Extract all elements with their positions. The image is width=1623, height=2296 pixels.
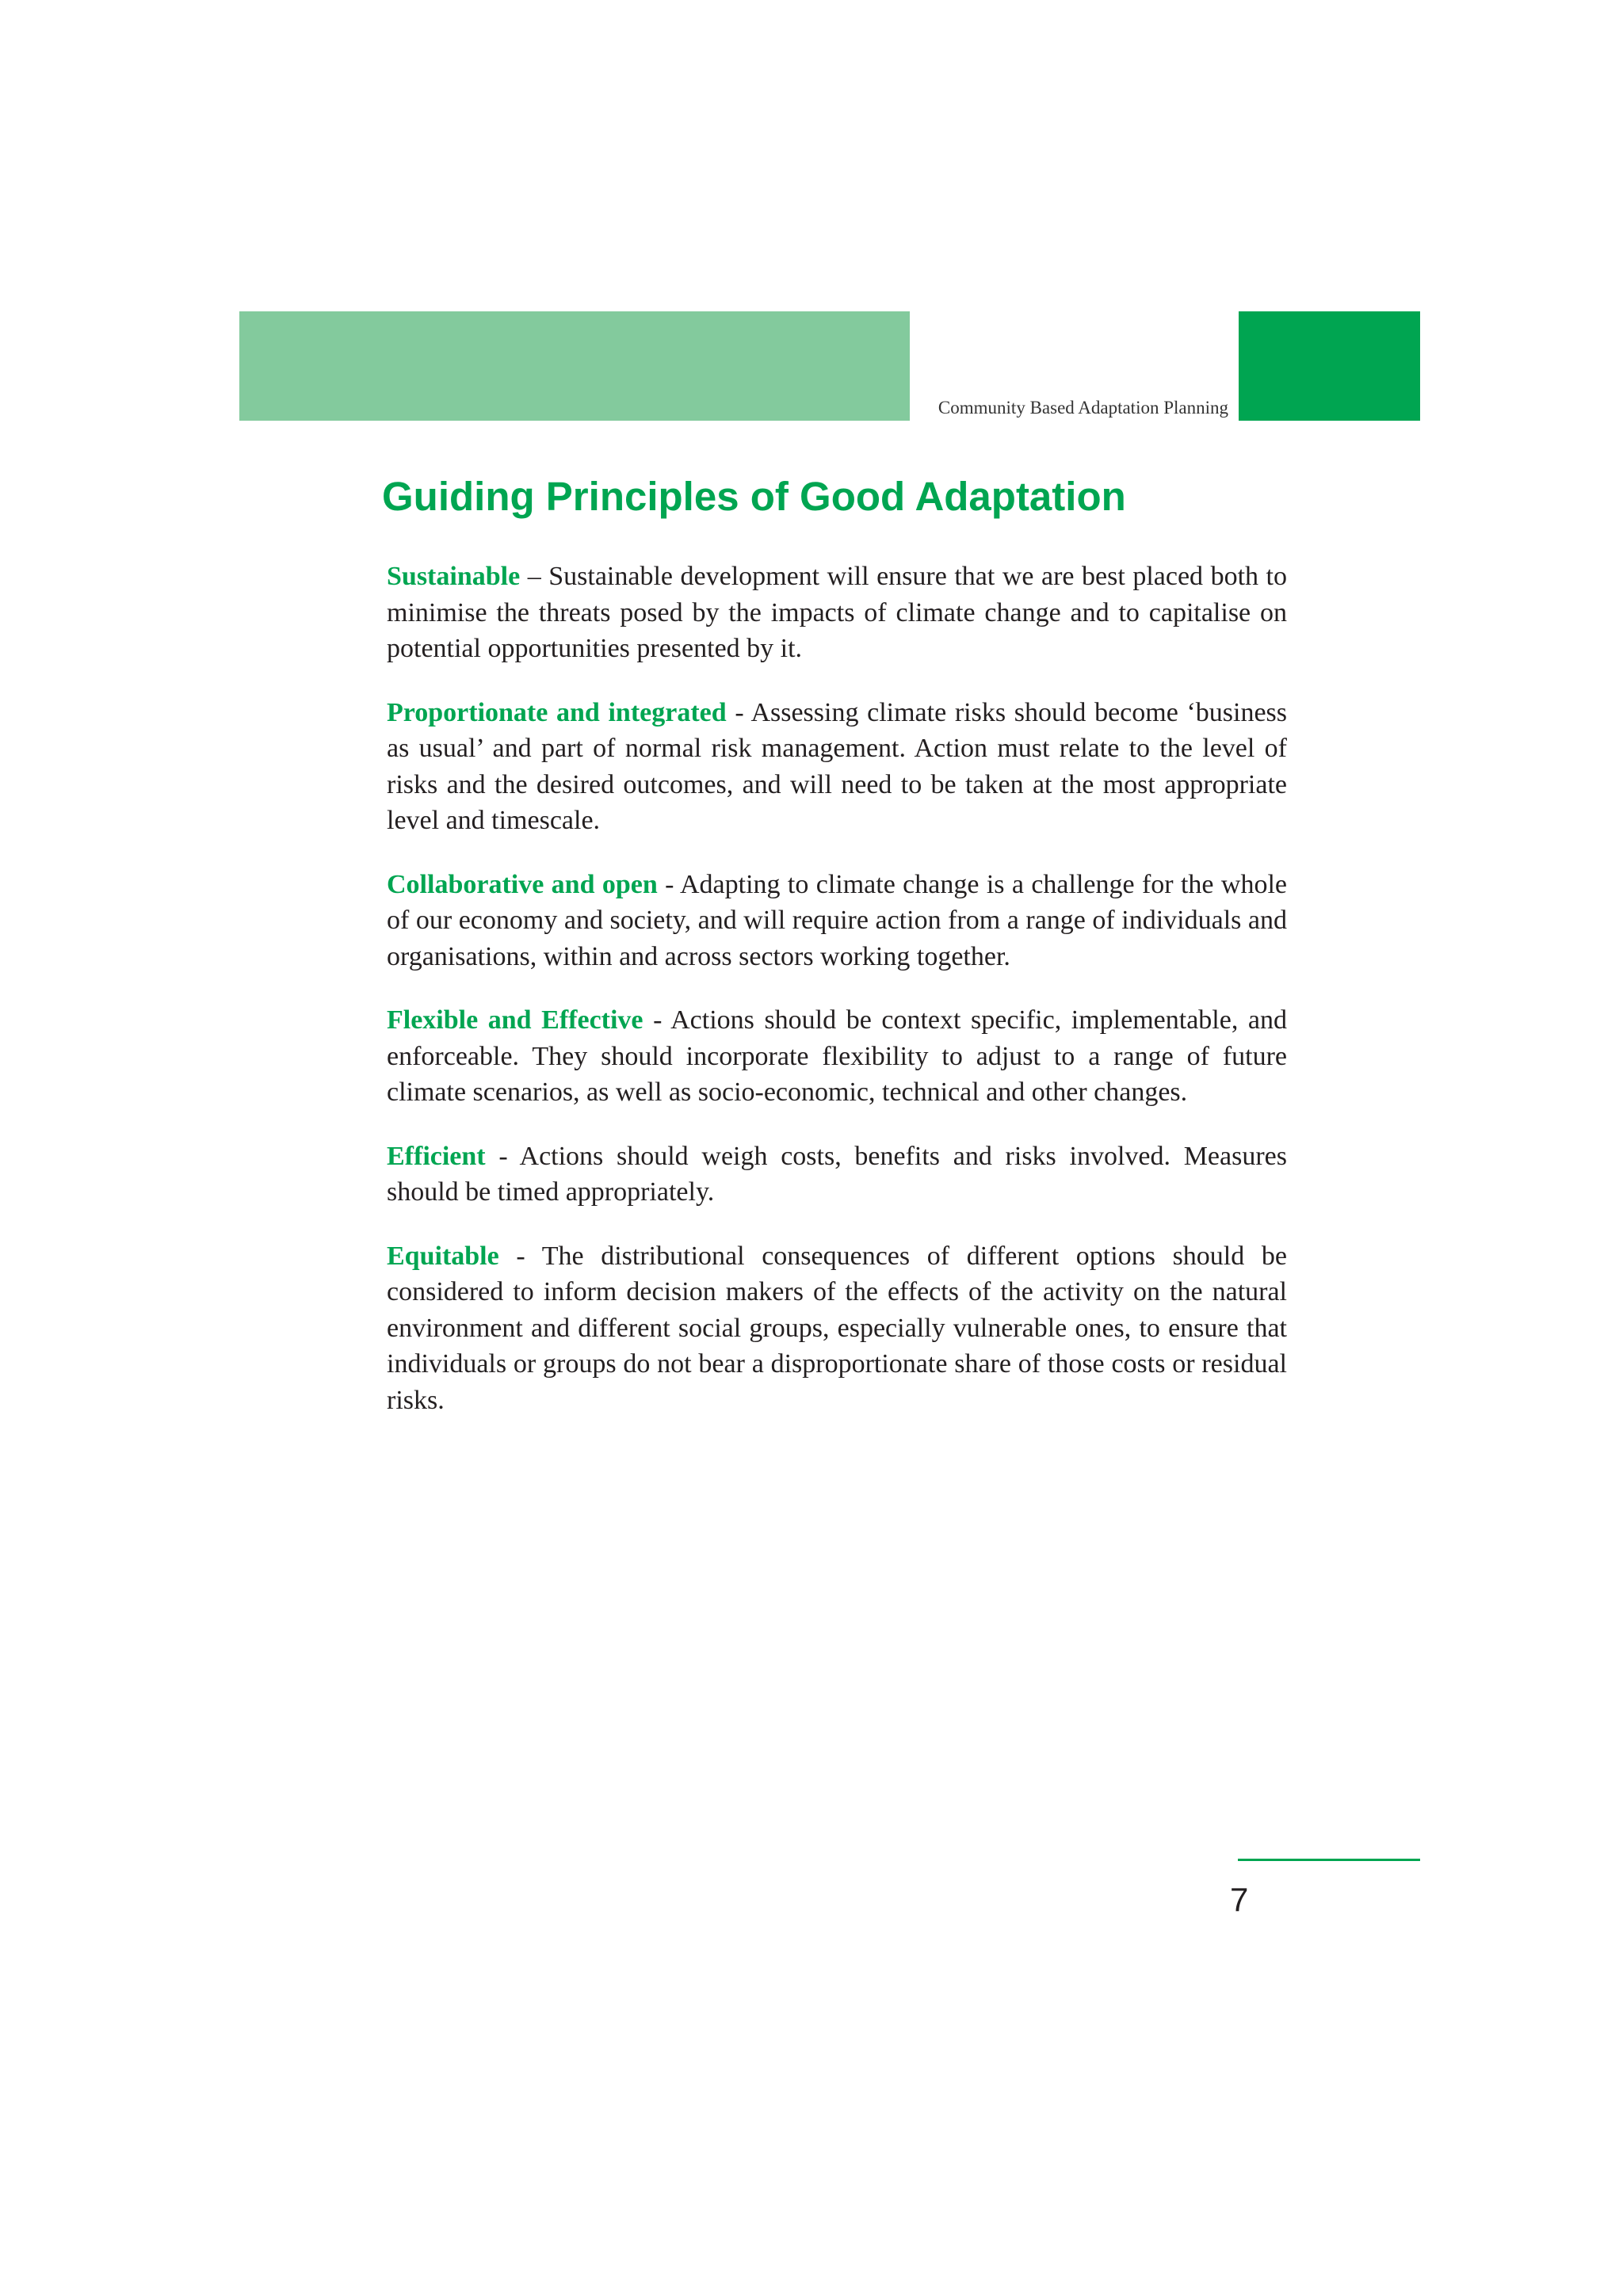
principle-term: Flexible and Effective xyxy=(387,1005,643,1035)
principle-text: - The distributional consequences of different options should be considered to inform decision makers of the effects of the activity on the natural environment and different social groups, especially vulnerable ones, to ensure that individuals or groups do not bear a disproportionate share of those costs or residual risks. xyxy=(387,1241,1287,1415)
principle-term: Proportionate and integrated xyxy=(387,697,727,727)
principle-text: - Actions should weigh costs, benefits and risks involved. Measures should be timed appropriately. xyxy=(387,1141,1287,1207)
principle-text: - Actions should be context specific, implementable, and enforceable. They should incorporate flexibility to adjust to a range of future climate scenarios, as well as socio-economic, technical and other changes. xyxy=(387,1005,1287,1107)
footer-rule xyxy=(1238,1859,1420,1861)
page-title: Guiding Principles of Good Adaptation xyxy=(382,474,1126,519)
principle-proportionate xyxy=(387,695,1287,839)
principle-term: Equitable xyxy=(387,1241,499,1271)
principle-term: Sustainable xyxy=(387,562,521,591)
principle-term: Collaborative and open xyxy=(387,869,658,899)
principle-text: - Assessing climate risks should become ‘business as usual’ and part of normal risk management. Action must relate to the level of risks and the desired outcomes, and will need to be taken at the most appropriate level and timescale. xyxy=(387,697,1288,835)
principle-text: - Adapting to climate change is a challenge for the whole of our economy and society, and will require action from a range of individuals and organisations, within and across sectors working together. xyxy=(387,869,1287,971)
header-dark-green-block xyxy=(1239,311,1420,421)
principles-list xyxy=(387,559,1287,1446)
principle-text: – Sustainable development will ensure that we are best placed both to minimise the threats posed by the impacts of climate change and to capitalise on potential opportunities presented by it. xyxy=(387,562,1287,663)
principle-sustainable xyxy=(387,559,1287,667)
header-light-green-block xyxy=(239,311,910,421)
page-number: 7 xyxy=(1230,1881,1249,1918)
principle-efficient xyxy=(387,1138,1287,1211)
running-header: Community Based Adaptation Planning xyxy=(938,398,1228,418)
principle-collaborative xyxy=(387,867,1287,975)
principle-equitable xyxy=(387,1238,1287,1419)
principle-flexible xyxy=(387,1002,1287,1111)
principle-term: Efficient xyxy=(387,1141,486,1171)
